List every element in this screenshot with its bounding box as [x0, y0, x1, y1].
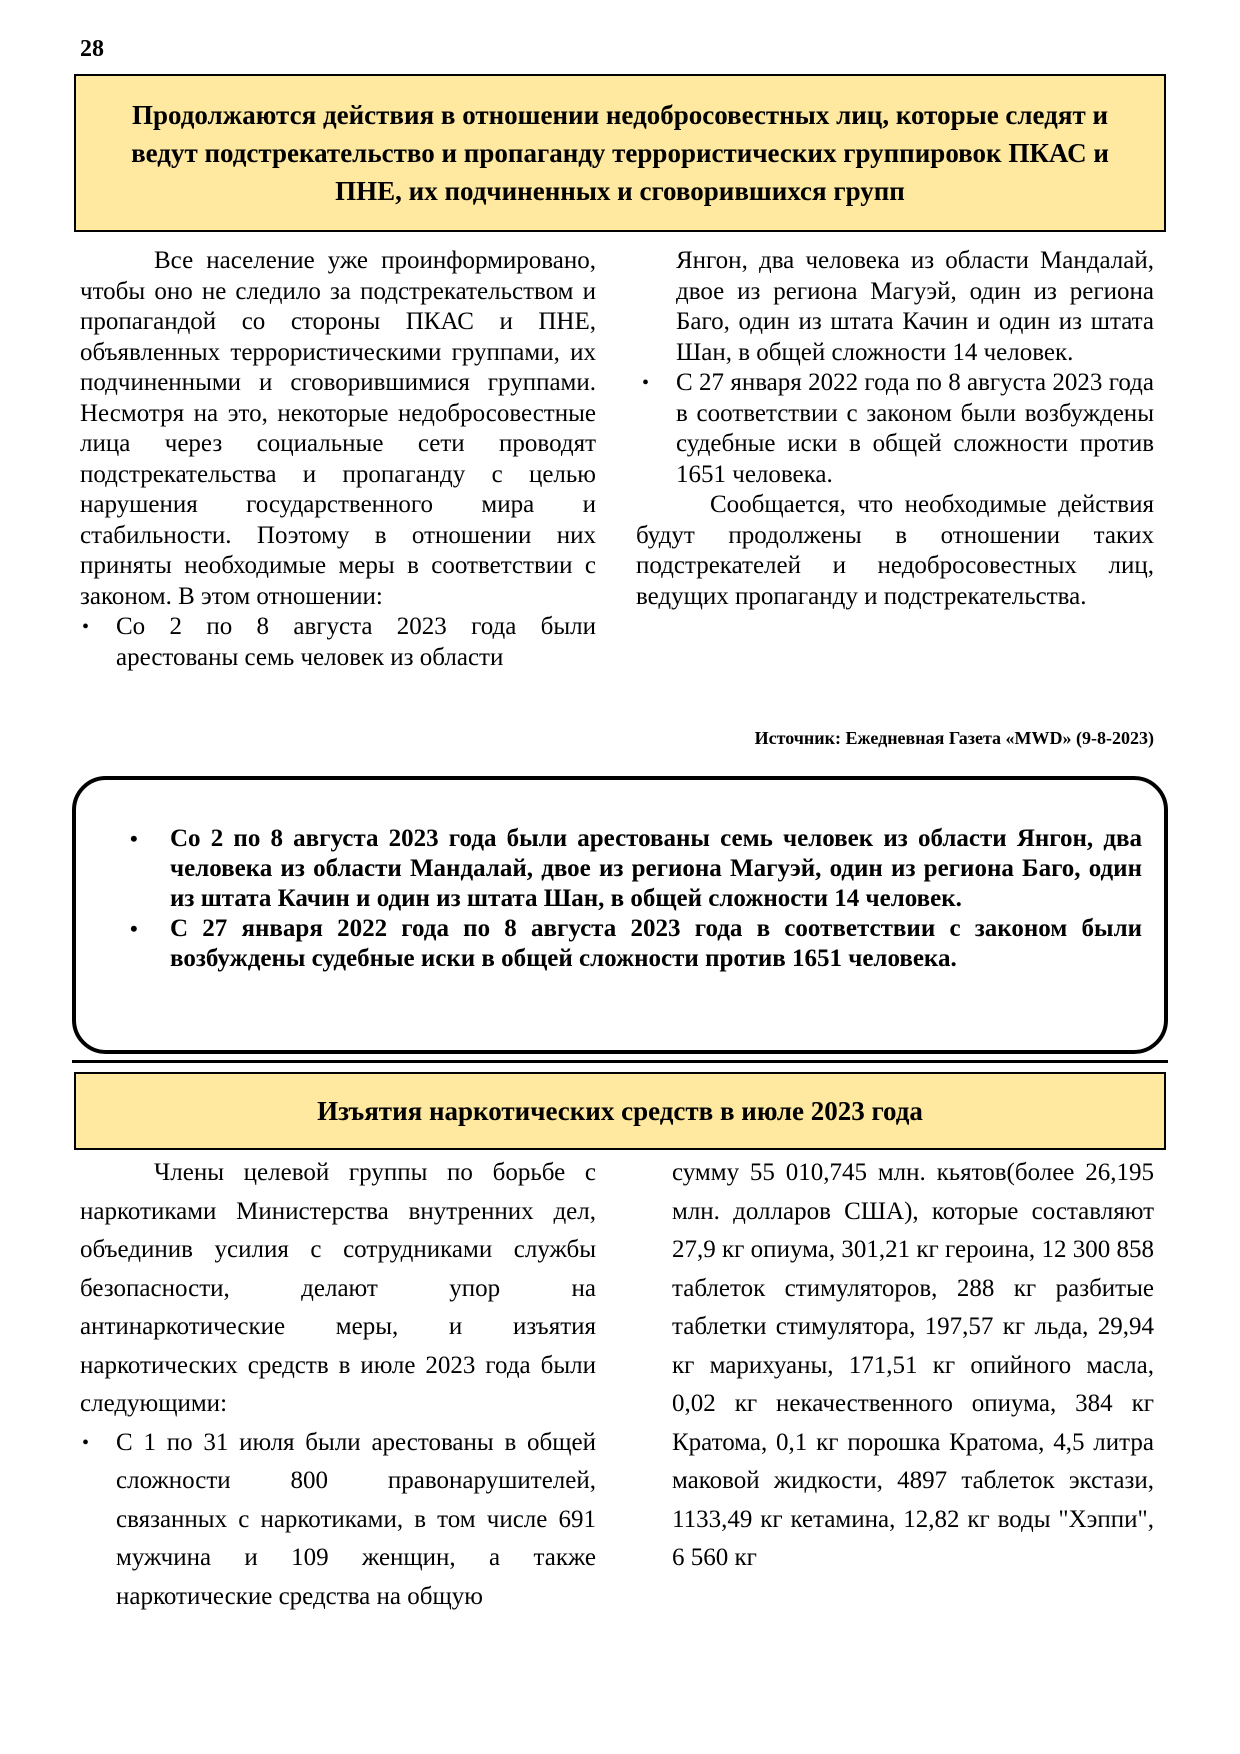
section1-title: Продолжаются действия в отношении недобросовестных лиц, которые следят и ведут подстрекательство и пропаганду террористических группировок ПКАС и ПНЕ, их подчиненных и сговорившихся групп	[74, 74, 1166, 232]
section1-bullet-list-2	[636, 368, 1154, 490]
callout-bullet-2: • С 27 января 2022 года по 8 августа 2023 года в соответствии с законом были возбуждены судебные иски в общей сложности против 1651 человека.	[170, 914, 1142, 974]
section2-bullet-list	[80, 1424, 596, 1617]
section1-right-column	[636, 246, 1154, 612]
section1-bullet-list	[80, 612, 596, 673]
section1-bullet-2: • С 27 января 2022 года по 8 августа 2023 года в соответствии с законом были возбуждены судебные иски в общей сложности против 1651 человека.	[676, 368, 1154, 490]
source-citation: Источник: Ежедневная Газета «MWD» (9-8-2023)	[754, 728, 1154, 748]
section1-left-column	[80, 246, 596, 673]
section1-bullet-1-start: • Со 2 по 8 августа 2023 года были арестованы семь человек из области	[116, 612, 596, 673]
section2-bullet-1-continued: сумму 55 010,745 млн. кьятов(более 26,195 млн. долларов США), которые составляют 27,9 кг опиума, 301,21 кг героина, 12 300 858 таблеток стимуляторов, 288 кг разбитые таблетки стимулятора, 197,57 кг льда, 29,94 кг марихуаны, 171,51 кг опийного масла, 0,02 кг некачественного опиума, 384 кг Кратома, 0,1 кг порошка Кратома, 4,5 литра маковой жидкости, 4897 таблеток экстази, 1133,49 кг кетамина, 12,82 кг воды "Хэппи", 6 560 кг	[672, 1159, 1154, 1571]
section1-closing-paragraph: Сообщается, что необходимые действия будут продолжены в отношении таких подстрекателей и недобросовестных лиц, ведущих пропаганду и подстрекательства.	[636, 491, 1154, 610]
section1-bullet-1-continued: Янгон, два человека из области Мандалай, двое из региона Магуэй, один из региона Баго, один из штата Качин и один из штата Шан, в общей сложности 14 человек.	[676, 247, 1154, 366]
section-divider	[72, 1060, 1168, 1063]
section2-title: Изъятия наркотических средств в июле 2023 года	[74, 1072, 1166, 1150]
page-number: 28	[80, 36, 104, 62]
section2-bullet-1-start: • С 1 по 31 июля были арестованы в общей сложности 800 правонарушителей, связанных с наркотиками, в том числе 691 мужчина и 109 женщин, а также наркотические средства на общую	[116, 1424, 596, 1617]
callout-bullet-list	[130, 824, 1142, 974]
section2-right-column	[672, 1154, 1154, 1578]
section2-left-column	[80, 1154, 596, 1616]
callout-bullet-1: • Со 2 по 8 августа 2023 года были арестованы семь человек из области Янгон, два человека из области Мандалай, двое из региона Магуэй, один из региона Баго, один из штата Качин и один из штата Шан, в общей сложности 14 человек.	[170, 824, 1142, 914]
section2-intro-paragraph: Члены целевой группы по борьбе с наркотиками Министерства внутренних дел, объединив усилия с сотрудниками службы безопасности, делают упор на антинаркотические меры, и изъятия наркотических средств в июле 2023 года были следующими:	[80, 1159, 596, 1417]
section1-intro-paragraph: Все население уже проинформировано, чтобы оно не следило за подстрекательством и пропагандой со стороны ПКАС и ПНЕ, объявленных террористическими группами, их подчиненными и сговорившимися группами. Несмотря на это, некоторые недобросовестные лица через социальные сети проводят подстрекательства и пропаганду с целью нарушения государственного мира и стабильности. Поэтому в отношении них приняты необходимые меры в соответствии с законом. В этом отношении:	[80, 247, 596, 610]
summary-callout-box	[72, 776, 1168, 1054]
